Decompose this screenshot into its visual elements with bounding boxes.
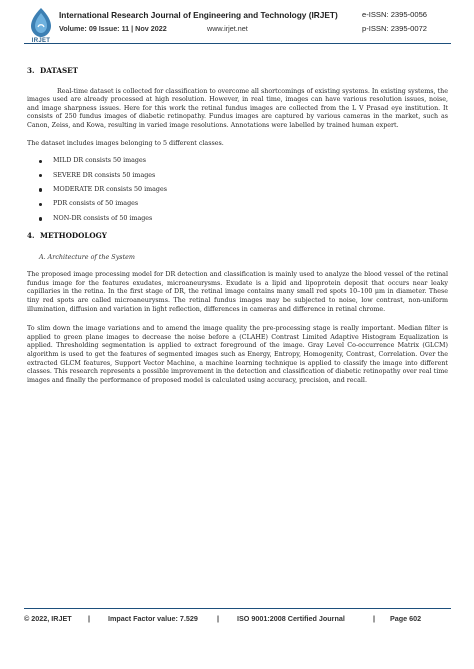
volume-issue: Volume: 09 Issue: 11 | Nov 2022 (59, 24, 167, 33)
page-header (0, 0, 474, 56)
footer-separator: | (217, 614, 220, 623)
section-number: 3. (27, 66, 35, 75)
bullet-icon (39, 217, 42, 220)
logo-text: IRJET (31, 38, 51, 44)
list-item: MODERATE DR consists 50 images (39, 186, 448, 200)
footer-separator: | (88, 614, 91, 623)
bullet-icon (39, 160, 42, 163)
subsection-heading: A. Architecture of the System (39, 252, 135, 261)
e-issn: e-ISSN: 2395-0056 (362, 10, 428, 19)
header-divider (24, 43, 451, 44)
list-item: NON-DR consists of 50 images (39, 215, 448, 229)
bullet-icon (39, 188, 42, 191)
footer-divider (24, 608, 451, 609)
footer-separator: | (373, 614, 376, 623)
iso-certification: ISO 9001:2008 Certified Journal (237, 614, 345, 623)
list-item: MILD DR consists 50 images (39, 157, 448, 171)
copyright: © 2022, IRJET (24, 614, 72, 623)
bullet-icon (39, 203, 42, 206)
irjet-logo-icon (28, 7, 54, 39)
journal-meta (59, 24, 248, 33)
bullet-icon (39, 174, 42, 177)
page-number: Page 602 (390, 614, 422, 623)
section-number: 4. (27, 231, 35, 241)
page-body (27, 67, 448, 385)
impact-factor: Impact Factor value: 7.529 (108, 614, 198, 623)
section-title: METHODOLOGY (40, 231, 107, 241)
section-heading-methodology (27, 232, 448, 241)
methodology-paragraph: To slim down the image variations and to amend the image quality the pre-processing stage is really important. Median filter is applied to green plane images to decrease the noise before a (CLAHE) Contrast Limited Adaptive Histogram Equalization is applied. Thresholding segmentation is applied to extract foreground of the image. Gray Level Co-occurrence Matrix (GLCM) algorithm is used to get the features of segmented images such as Energy, Entropy, Homogenity, Contrast, Correlation. Over the extracted GLCM features, Support Vector Machine, a machine learning technique is applied to classify the image into different classes. This research represents a possible improvement in the detection and classification of diabetic retinopathy over real time images and finally the performance of proposed model is calculated using accuracy, precision, and recall. (27, 325, 448, 384)
list-item: PDR consists of 50 images (39, 200, 448, 214)
journal-title: International Research Journal of Engineering and Technology (IRJET) (59, 10, 338, 20)
methodology-paragraph: The proposed image processing model for DR detection and classification is mainly used to analyze the blood vessel of the retinal fundus image for the features exudates, microaneurysms. Exudate is a lipid and lipoprotein deposit that occurs near leaky capillaries in the retina. In the first stage of DR, the retinal image contains many small red spots 10–100 μm in diameter. These tiny red spots are called microaneurysms. The retinal fundus images may be subjected to noise, low contrast, non-uniform illumination, diffusion and variation in light reflection, differences in cameras and difference in retinal chrome. (27, 271, 448, 313)
section-heading-dataset (27, 67, 448, 76)
section-title: DATASET (40, 66, 78, 75)
class-list (27, 157, 448, 229)
journal-url[interactable]: www.irjet.net (207, 24, 248, 33)
p-issn: p-ISSN: 2395-0072 (362, 24, 428, 33)
list-item: SEVERE DR consists 50 images (39, 172, 448, 186)
page-footer (24, 614, 451, 626)
dataset-paragraph: Real-time dataset is collected for classification to overcome all shortcomings of existing systems. In existing systems, the images used are already processed at high resolution. However, in real time, images can have various resolution issues, noise, and image sharpness issues. Here for this work the retinal fundus images are collected from the L V Prasad eye institution. It consists of 250 fundus images of diabetic retinopathy. Fundus images are captured by various cameras in the market, such as Canon, Zeiss, and Kowa, resulting in varied image resolutions. Annotations were labelled by trained human expert. (27, 87, 448, 129)
dataset-classes-intro: The dataset includes images belonging to 5 different classes. (27, 139, 224, 147)
